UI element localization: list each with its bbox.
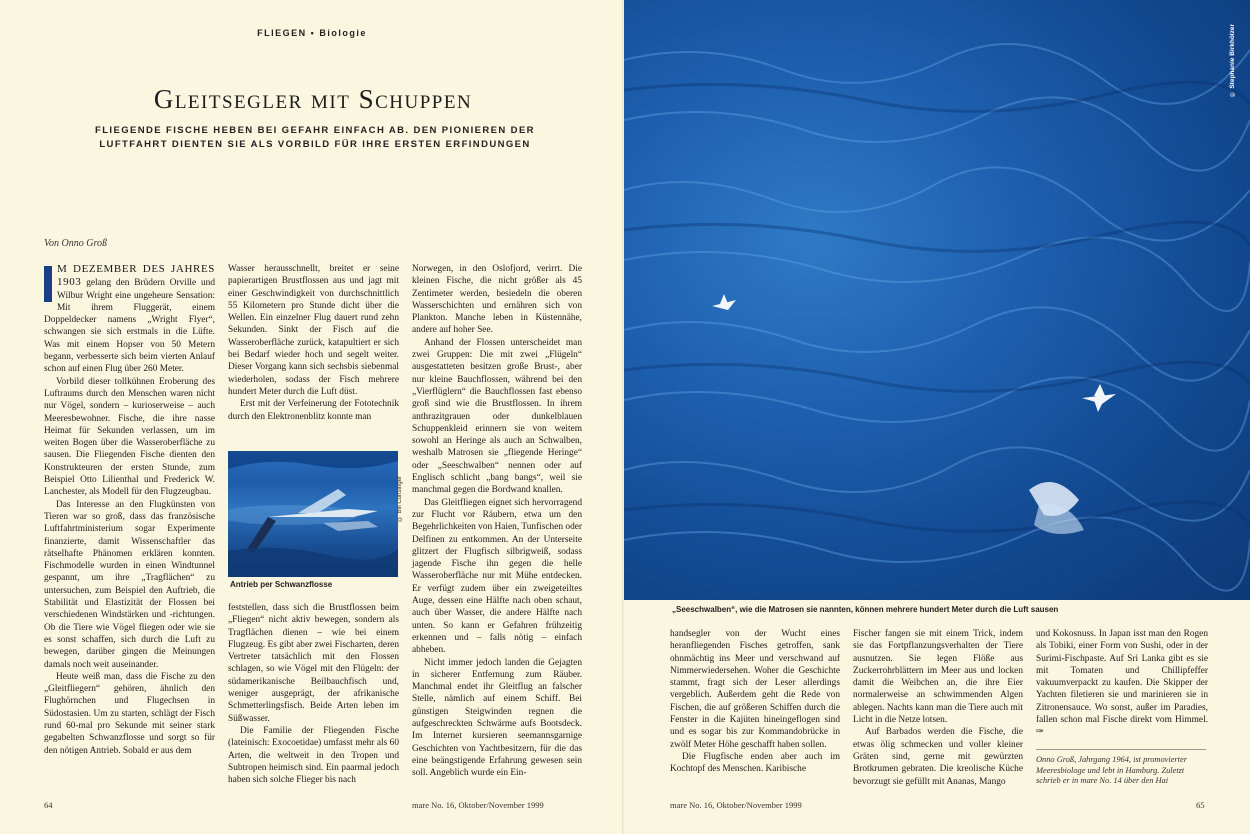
section-label: FLIEGEN • Biologie — [257, 28, 367, 38]
issue-line-left: mare No. 16, Oktober/November 1999 — [412, 800, 544, 810]
figure-caption: Antrieb per Schwanzflosse — [230, 580, 333, 589]
paragraph: handsegler von der Wucht eines heranfliegenden Fisches getroffen, sank ohnmächtig ins Meer und verschwand auf Nimmerwiedersehen. Woher die Geschichte stammt, fragt sich der Leser allerdings vergeblich. Außerdem geht die Rede von Fischen, die auf größeren Schiffen durch die Fenster in die Kajüten hineingeflogen sind und es sogar bis zur Kommandobrücke in zwölf Meter Höhe geschafft haben sollen. — [670, 629, 840, 750]
column-1 — [44, 263, 215, 757]
fish-illustration — [228, 451, 398, 577]
column-2-top — [228, 263, 399, 423]
author-bio: Onno Groß, Jahrgang 1964, ist promovierter Meeresbiologe und lebt in Hamburg. Zuletzt schrieb er in mare No. 14 über den Hai — [1036, 755, 1187, 786]
column-3 — [412, 263, 582, 779]
photo-credit: © Stephanie Birkhölzer — [1229, 24, 1236, 98]
issue-line-right: mare No. 16, Oktober/November 1999 — [670, 800, 802, 810]
byline: Von Onno Groß — [44, 238, 107, 249]
column-6 — [1036, 628, 1208, 739]
flying-fish-2 — [1082, 384, 1116, 412]
headline: Gleitsegler mit Schuppen — [153, 84, 473, 114]
flying-fish-photo — [228, 451, 398, 577]
right-page — [624, 0, 1250, 834]
photo-caption: „Seeschwalben“, wie die Matrosen sie nannten, können mehrere hundert Meter durch die Luft sausen — [672, 605, 1059, 614]
drop-cap-bar — [44, 266, 52, 302]
paragraph: Vorbild dieser tollkühnen Eroberung des Luftraums durch den Menschen waren nicht nur Vögel, sondern – kurioserweise – auch Meeresbewohner. Fische, die ihre nasse Heimat für Sekunden verlassen, um im weiten Bogen über die Wasseroberfläche zu sausen. Die Fliegenden Fische dienten den Konstrukteuren der ersten Stunde, zum Beispiel Otto Lilienthal und Frederick W. Lanchester, als Modell für den Flugzeugbau. — [44, 376, 215, 498]
paragraph: Die Familie der Fliegenden Fische (lateinisch: Exocoetidae) umfasst mehr als 60 Arten, die weltweit in den Tropen und Subtropen heimisch sind. Ein paarmal jedoch haben sich solche Flieger bis nach — [228, 725, 399, 786]
paragraph: Auf Barbados werden die Fische, die etwas ölig schmecken und voller kleiner Gräten sind, gerne mit gewürzten Brotkrumen gebraten. Die kreolische Küche bevorzugt sie gefüllt mit Ananas, Mango — [853, 727, 1023, 787]
page-number-left: 64 — [44, 800, 53, 810]
paragraph: Das Gleitfliegen eignet sich hervorragend zur Flucht vor Räubern, etwa um den Begehrlichkeiten von Haien, Tunfischen oder Delfinen zu entkommen. An der Unterseite glitzert der Flugfisch silbrigweiß, sodass jagende Fische ihn gegen die helle Wasseroberfläche nur mit Mühe entdecken. Er verfügt zudem über ein zweigeteiltes Auge, dessen eine Hälfte nach oben schaut, auch über Wasser, die andere Hälfte nach unten. So kann er Gefahren frühzeitig erkennen und – falls nötig – einfach abheben. — [412, 497, 582, 656]
column-4 — [670, 628, 840, 776]
paragraph: Die Flugfische enden aber auch im Kochtopf des Menschen. Karibische — [670, 751, 840, 775]
paragraph: Anhand der Flossen unterscheidet man zwei Gruppen: Die mit zwei „Flügeln“ ausgestatteten besitzen große Brust-, aber nur kleine Bauchflossen, während bei den „Vierflüglern“ die Bauchflossen fast ebenso groß sind wie die Brustflossen. In ihrem anthrazitgrauen oder dunkelblauen Schuppenkleid erinnern sie von weitem sowohl an Heringe als auch an Schwalben, weshalb Matrosen sie „fliegende Heringe“ oder „Seeschwalben“ nennen oder auf Englisch schlicht „bang bangs“, weil sie manchmal gegen die Bordwand knallen. — [412, 337, 582, 496]
paragraph: Das Interesse an den Flugkünsten von Tieren war so groß, dass das französische Luftfahrtministerium sogar Experimente finanzierte, damit Wissenschaftler das rätselhafte Phänomen erklären konnten. Fischmodelle wurden in einen Windtunnel gespannt, um ihre „Tragflächen“ zu untersuchen, zum Beispiel den Auftrieb, die Stabilität und Elastizität der Flossen bei verschiedenen Windstärken und -richtungen. Ob die Tiere wie Vögel fliegen oder wie sie es sonst schaffen, sich durch die Luft zu bewegen, darüber gingen die Meinungen damals noch weit auseinander. — [44, 499, 215, 670]
paragraph: Wasser herausschnellt, breitet er seine papierartigen Brustflossen aus und jagt mit einer Geschwindigkeit von durchschnittlich 55 Kilometern pro Stunde dicht über die Wellen. Ein einzelner Flug dauert rund zehn Sekunden. Sinkt der Fisch auf die Wasseroberfläche zurück, katapultiert er sich bei Bedarf wieder hoch und segelt weiter. Dieser Vorgang kann sich sechsbis siebenmal wiederholen, sodass der Fisch mehrere hundert Meter durch die Luft düst. — [228, 264, 399, 397]
lead-text: gelang den Brüdern Orville und Wilbur Wright eine ungeheure Sensation: Mit ihrem Fluggerät, einem Doppeldecker namens „Wright Flyer“, schwangen sie sich erstmals in die Lüfte. Was mit einem Hopser von 50 Metern begann, verbesserte sich beim vierten Anlauf schon auf einen Flug über 260 Meter. — [44, 278, 215, 375]
figure-credit: © Bill Curtsinger — [397, 476, 403, 522]
paragraph: feststellen, dass sich die Brustflossen beim „Fliegen“ nicht aktiv bewegen, sondern als Tragflächen dienen – wie bei einem Flugzeug. Es gibt aber zwei Fischarten, deren Vertreter tatsächlich mit den Flossen schlagen, so wie Vögel mit den Flügeln: der südamerikanische Beilbauchfisch und, weniger ausgeprägt, der afrikanische Schmetterlingsfisch. Beide Arten leben im Süßwasser. — [228, 603, 399, 724]
paragraph: Erst mit der Verfeinerung der Fototechnik durch den Elektronenblitz konnte man — [228, 399, 399, 422]
lead-caps: M DEZEMBER DES JAHRES 1903 — [57, 263, 215, 289]
column-5 — [853, 628, 1023, 788]
lead-paragraph — [44, 263, 215, 376]
column-2-bottom — [228, 602, 399, 786]
flying-fish-1 — [712, 294, 736, 310]
dek: FLIEGENDE FISCHE HEBEN BEI GEFAHR EINFACH AB. DEN PIONIEREN DER LUFTFAHRT DIENTEN SIE ALS VORBILD FÜR IHRE ERSTEN ERFINDUNGEN — [95, 125, 535, 150]
bio-divider — [1036, 749, 1206, 750]
page-number-right: 65 — [1196, 800, 1205, 810]
left-page — [0, 0, 624, 834]
paragraph: Fischer fangen sie mit einem Trick, indem sie das Fortpflanzungsverhalten der Tiere ausnutzen. Sie legen Flöße aus Zuckerrohrblättern im Meer aus und locken damit die Weibchen an, die ihre Eier normalerweise an schwimmenden Algen ablegen. Nachts kann man die Tiere auch mit Licht in die Netze lotsen. — [853, 629, 1023, 726]
paragraph: Norwegen, in den Oslofjord, verirrt. Die kleinen Fische, die nicht größer als 45 Zentimeter werden, besiedeln die oberen Wasserschichten und ernähren sich von Plankton. Manche leben in Küstennähe, andere auf hoher See. — [412, 264, 582, 336]
paragraph: Nicht immer jedoch landen die Gejagten in sicherer Entfernung zum Räuber. Manchmal endet ihr Gleitflug an falscher Stelle, nämlich auf einem Schiff. Bei günstigen Steigwinden regnen die aufgeschreckten Schwärme aufs Bootsdeck. Im Internet kursieren seemannsgarnige Geschichten von Yachtbesitzern, für die das eine beängstigende Erfahrung gewesen sein soll. Angeblich wurde ein Ein- — [412, 657, 582, 779]
paragraph: Heute weiß man, dass die Fische zu den „Gleitfliegern“ gehören, ähnlich den Flughörnchen und Flugechsen in Südostasien. Um zu starten, schlägt der Fisch rund 60-mal pro Sekunde mit seiner stark gegabelten Schwanzflosse und sorgt so für den nötigen Antrieb. Sobald er aus dem — [44, 671, 215, 756]
paragraph: und Kokosnuss. In Japan isst man den Rogen als Tobiki, einer Form von Sushi, oder in der Surimi-Fischpaste. Auf Sri Lanka gibt es sie mit Tomaten und Chillipfeffer vakuumverpackt zu kaufen. Die Skipper der Yachten filetieren sie und marinieren sie in Zitronensauce. Wo sonst, außer im Paradies, fallen schon mal Fische direkt vom Himmel. ✑ — [1036, 629, 1208, 738]
ocean-photo — [624, 0, 1250, 600]
ocean-waves — [624, 0, 1250, 600]
